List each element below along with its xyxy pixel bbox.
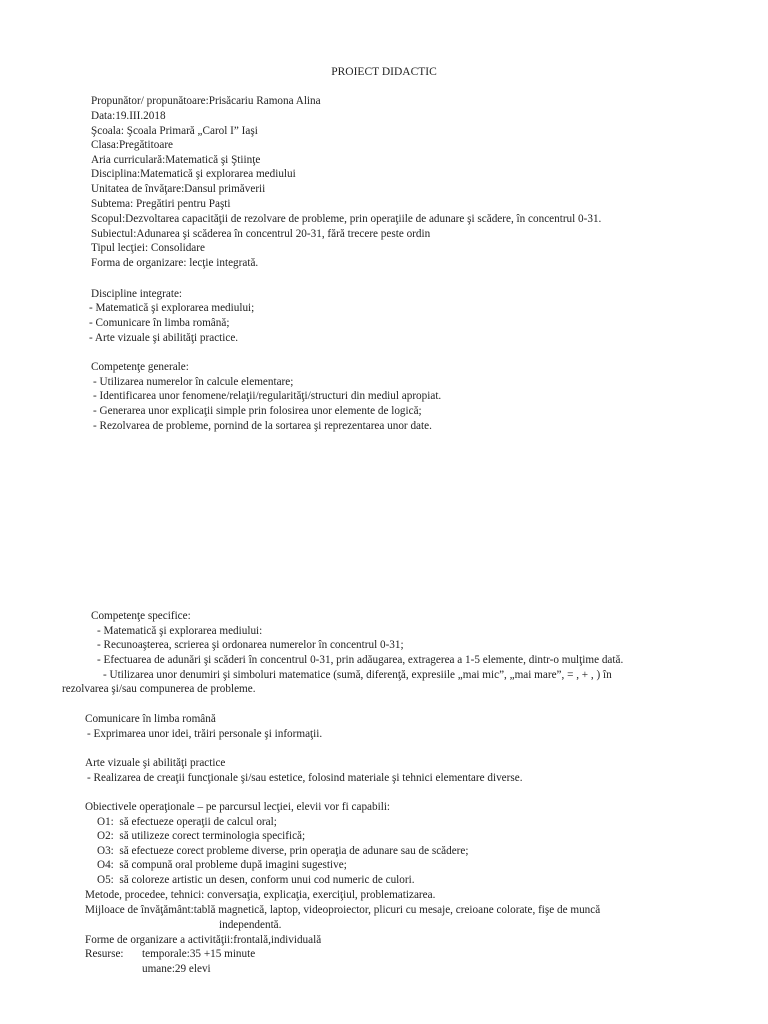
header-learning-unit: Unitatea de învăţare:Dansul primăverii [91, 183, 266, 195]
objective-text: să utilizeze corect terminologia specifică; [119, 830, 306, 842]
specific-competence-item: - Recunoaşterea, scrierea şi ordonarea numerelor în concentrul 0-31; [97, 639, 404, 651]
general-competence-item: - Identificarea unor fenomene/relaţii/regularităţi/structuri din mediul apropiat. [93, 390, 442, 402]
teaching-aids-continuation: independentă. [219, 919, 282, 931]
objective-code: O4: [97, 859, 114, 871]
header-subject: Subiectul:Adunarea şi scăderea în concentrul 20-31, fără trecere peste ordin [91, 228, 431, 240]
discipline-item: - Comunicare în limba română; [89, 317, 230, 329]
general-competence-item: - Generarea unor explicaţii simple prin folosirea unor elemente de logică; [93, 405, 422, 417]
header-lesson-type: Tipul lecţiei: Consolidare [91, 242, 205, 254]
objective-code: O3: [97, 845, 114, 857]
arts-item: - Realizarea de creaţii funcţionale şi/sau estetice, folosind materiale şi tehnici elementare diverse. [87, 772, 523, 784]
objective-item [97, 829, 305, 844]
header-organization-form: Forma de organizare: lecţie integrată. [91, 257, 259, 269]
general-competence-item: - Rezolvarea de probleme, pornind de la sortarea şi reprezentarea unor date. [93, 420, 432, 432]
objective-text: să coloreze artistic un desen, conform unui cod numeric de culori. [119, 874, 415, 886]
header-discipline: Disciplina:Matematică şi explorarea mediului [91, 168, 296, 180]
objectives-heading: Obiectivele operaţionale – pe parcursul lecţiei, elevii vor fi capabili: [85, 801, 391, 813]
objective-item [97, 815, 277, 830]
objective-code: O1: [97, 816, 114, 828]
discipline-item: - Arte vizuale şi abilităţi practice. [89, 332, 239, 344]
specific-competence-item: - Efectuarea de adunări şi scăderi în concentrul 0-31, prin adăugarea, extragerea a 1-5 elemente, dintr-o mulţime dată. [97, 654, 624, 666]
header-school: Şcoala: Şcoala Primară „Carol I” Iaşi [91, 125, 258, 137]
specific-competence-item-continuation: rezolvarea şi/sau compunerea de probleme. [62, 683, 256, 695]
objective-code: O2: [97, 830, 114, 842]
objective-item [97, 873, 415, 888]
document-title: PROIECT DIDACTIC [331, 66, 437, 78]
objective-text: să efectueze corect probleme diverse, prin operaţia de adunare sau de scădere; [119, 845, 469, 857]
general-competence-item: - Utilizarea numerelor în calcule elementare; [93, 376, 294, 388]
objective-text: să efectueze operaţii de calcul oral; [119, 816, 277, 828]
header-subtheme: Subtema: Pregătiri pentru Paşti [91, 198, 231, 210]
header-proponent: Propunător/ propunătoare:Prisăcariu Ramona Alina [91, 95, 321, 107]
objective-text: să compună oral probleme după imagini sugestive; [119, 859, 347, 871]
header-date: Data:19.III.2018 [91, 110, 166, 122]
specific-competence-item: - Matematică şi explorarea mediului: [97, 625, 263, 637]
objective-item [97, 844, 468, 859]
resources-time: temporale:35 +15 minute [142, 948, 256, 960]
discipline-item: - Matematică şi explorarea mediului; [89, 302, 255, 314]
header-scope: Scopul:Dezvoltarea capacităţii de rezolvare de probleme, prin operaţiile de adunare şi scădere, în concentrul 0-31. [91, 213, 602, 225]
organization-forms-line: Forme de organizare a activităţii:frontală,individuală [85, 934, 322, 946]
specific-competences-heading: Competenţe specifice: [91, 610, 191, 622]
communication-heading: Comunicare în limba română [85, 713, 216, 725]
arts-heading: Arte vizuale şi abilităţi practice [85, 757, 226, 769]
discipline-heading: Discipline integrate: [91, 288, 183, 300]
resources-people: umane:29 elevi [142, 963, 211, 975]
teaching-aids-line: Mijloace de învăţământ:tablă magnetică, laptop, videoproiector, plicuri cu mesaje, creioane colorate, fişe de muncă [85, 904, 601, 916]
header-class: Clasa:Pregătitoare [91, 139, 174, 151]
objective-code: O5: [97, 874, 114, 886]
resources-label: Resurse: [85, 948, 124, 960]
objective-item [97, 858, 347, 873]
methods-line: Metode, procedee, tehnici: conversaţia, explicaţia, exerciţiul, problematizarea. [85, 889, 436, 901]
communication-item: - Exprimarea unor idei, trăiri personale şi informaţii. [87, 728, 323, 740]
general-competences-heading: Competenţe generale: [91, 361, 189, 373]
header-curricular-area: Aria curriculară:Matematică şi Ştiinţe [91, 154, 261, 166]
specific-competence-item: - Utilizarea unor denumiri şi simboluri matematice (sumă, diferenţă, expresiile „mai mic”, „mai mare”, = , + , ) în [103, 669, 612, 681]
